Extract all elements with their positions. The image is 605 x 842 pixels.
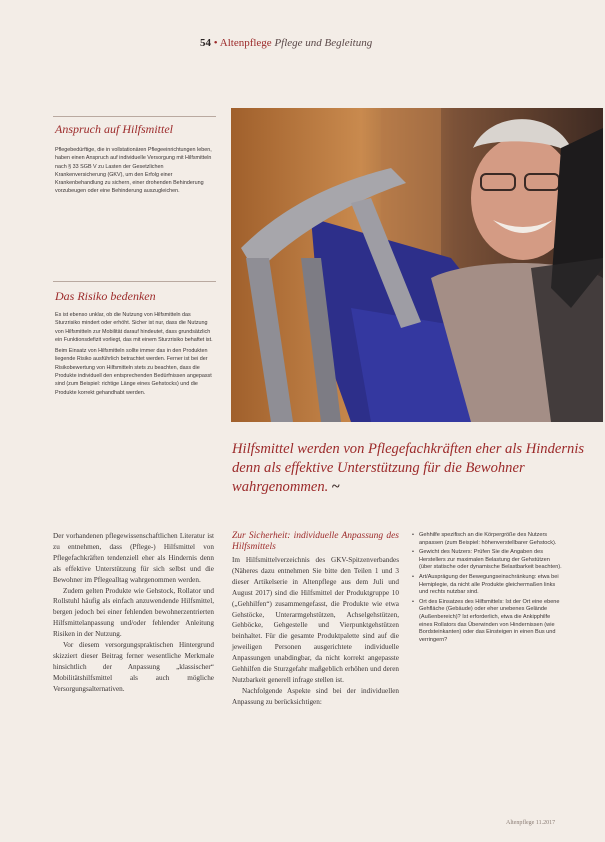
pull-quote-text: Hilfsmittel werden von Pflegefachkräften eher als Hindernis denn als effektive Unterstützung für die Bewohner wahrgenommen. [232, 441, 585, 495]
body-paragraph: Vor diesem versorgungspraktischen Hintergrund skizziert dieser Beitrag ferner wesentliche Merkmale hinsichtlich der Anpassung „klassischer“ Mobilitätshilfsmittel als auch mögliche Versorgungsalternativen. [53, 641, 214, 693]
photo-resident-with-walker [231, 108, 603, 422]
box1-title: Anspruch auf Hilfsmittel [55, 122, 173, 136]
left-column [53, 531, 214, 695]
box1-text: Pflegebedürftige, die in vollstationären Pflegeeinrichtungen leben, haben einen Anspruch auf individuelle Versorgung mit Hilfsmitteln nach § 33 SGB V zu Lasten der Gesetzlichen Krankenversicherung (GKV), um den Erfolg einer Krankenbehandlung zu sichern, einer drohenden Behinderung vorzubeugen oder eine Behinderung auszugleichen. [55, 147, 212, 195]
aspects-list [412, 532, 564, 644]
page-footer: Altenpflege 11.2017 [506, 820, 556, 826]
section-subtitle: Pflege und Begleitung [274, 37, 373, 49]
right-column [412, 532, 564, 646]
body-paragraph: Nachfolgende Aspekte sind bei der individuellen Anpassung zu berücksichtigen: [232, 686, 399, 706]
body-paragraph: Der vorhandenen pflegewissenschaftlichen Literatur ist zu entnehmen, dass (Pflege-) Hilfsmittel von Pflegefachkräften tendenziell eher als Hindernis denn als effektive Unterstützung für sich selbst und die Bewohner im Pflegealltag wahrgenommen werden. [53, 532, 214, 584]
box2-rule [53, 281, 216, 282]
list-item: • Gehhilfe spezifisch an die Körpergröße des Nutzers anpassen (zum Beispiel: höhenverstellbarer Gehstock). [412, 532, 564, 547]
header-separator: • [213, 37, 218, 49]
box2-title: Das Risiko bedenken [55, 289, 156, 303]
tilde-ornament: ~ [332, 479, 340, 495]
box1-rule [53, 116, 216, 117]
running-header [200, 37, 372, 49]
section-heading: Zur Sicherheit: individuelle Anpassung des Hilfsmittels [232, 531, 399, 552]
photo-illustration [231, 108, 603, 422]
body-paragraph: Zudem gelten Produkte wie Gehstock, Rollator und Rollstuhl häufig als einfach anzuwendende Hilfsmittel, bergen jedoch bei einer fehlenden bewohnerzentrierten Hilfsmittelanpassung und/oder fehlender Anleitung Risiken in der Nutzung. [53, 586, 214, 639]
box2-para: Es ist ebenso unklar, ob die Nutzung von Hilfsmitteln das Sturzrisiko mindert oder erhöht. Sicher ist nur, dass die Nutzung von Hilfsmitteln zur Mobilität darauf hindeutet, dass grundsätzlich ein Funktionsdefizit vorliegt, das mit einem Sturzrisiko behaftet ist. [55, 312, 213, 343]
page-number: 54 [200, 37, 211, 49]
list-item: • Art/Ausprägung der Bewegungseinschränkung: etwa bei Hemiplegie, da nicht alle Produkte gleichermaßen links und rechts nutzbar sind. [412, 574, 564, 597]
middle-column [232, 531, 399, 708]
list-item: • Ort des Einsatzes des Hilfsmittels: Ist der Ort eine ebene Gehfläche (Gebäude) oder eher unebenes Gelände (Außenbereich)? Ist erforderlich, etwa die Ankipphilfe eines Rollators das Überwinden von Hindernissen (wie Bordsteinkanten) oder das Einsteigen in einen Bus und verringern? [412, 599, 564, 645]
pull-quote [232, 440, 587, 497]
box2-body [55, 311, 213, 400]
body-paragraph: Im Hilfsmittelverzeichnis des GKV-Spitzenverbandes (Näheres dazu entnehmen Sie bitte den Teilen 1 und 3 dieser Artikelserie in Altenpflege aus dem Juli und August 2017) sind die Hilfsmittel der Produktgruppe 10 („Gehhilfen“) zusammengefasst, die Produkte wie etwa Gehstöcke, Unterarmgehstützen, Achselgehstützen, Gehböcke, Gehgestelle und Vierpunktgehstützen beinhaltet. Für die gesamte Produktpalette sind auf die jeweiligen Personen ausgerichtete individuelle Anpassungen unabdingbar, da nicht korrekt angepasste Gehhilfen die Sturzgefahr maßgeblich erhöhen und deren Nutzbarkeit generell infrage stellen ist. [232, 556, 399, 684]
section-name: Altenpflege [219, 37, 272, 49]
box2-para: Beim Einsatz von Hilfsmitteln sollte immer das in den Produkten liegende Risiko ausführlich betrachtet werden. Ferner ist bei der Risikobewertung von Hilfsmitteln stets zu beachten, dass die Produkte individuell den entsprechenden Bedürfnissen angepasst sind (zum Beispiel: richtige Länge eines Gehstocks) und die Produkte korrekt gehandhabt werden. [55, 348, 212, 396]
list-item: • Gewicht des Nutzers: Prüfen Sie die Angaben des Herstellers zur maximalen Belastung der Gehstützen (über statische oder dynamische Belastbarkeit beachten). [412, 549, 564, 572]
